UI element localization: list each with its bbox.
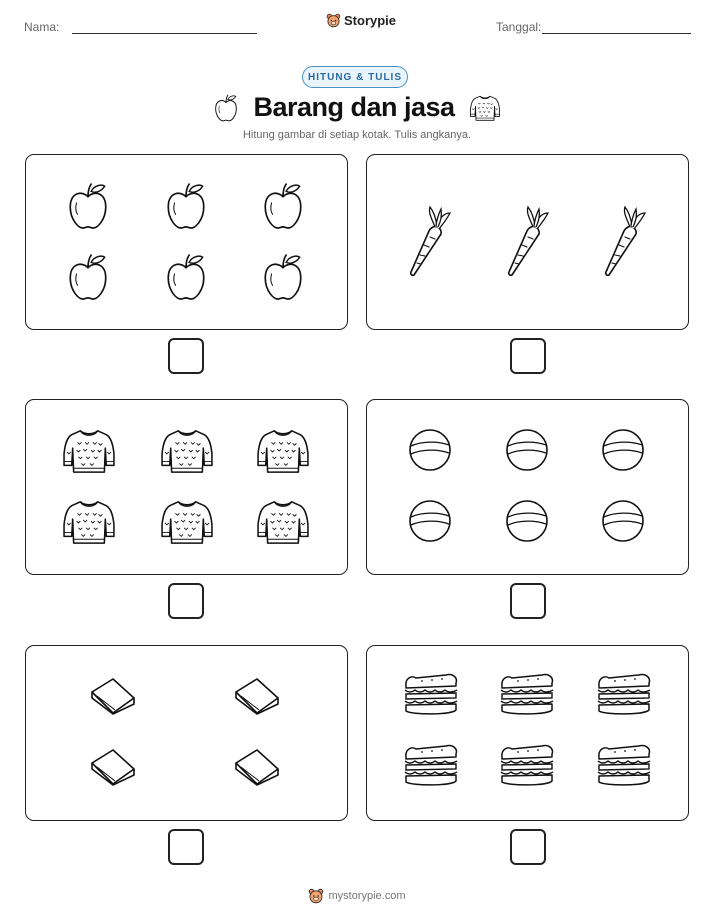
book-icon <box>89 747 137 787</box>
name-label: Nama: <box>24 20 60 34</box>
date-label: Tanggal: <box>496 20 542 34</box>
bear-logo-icon <box>308 888 324 904</box>
brand-name: Storypie <box>344 13 397 28</box>
footer <box>0 888 714 904</box>
answer-box-sandwiches[interactable] <box>510 829 546 865</box>
ball-icon <box>601 499 645 543</box>
carrot-icon <box>406 205 452 277</box>
ball-icon <box>408 428 452 472</box>
book-icon <box>233 676 281 716</box>
sandwich-icon <box>595 743 653 789</box>
sweater-icon <box>61 427 117 475</box>
counting-panel-apples <box>25 154 348 330</box>
sweater-icon <box>255 498 311 546</box>
sweater-icon <box>61 498 117 546</box>
sweater-icon <box>255 427 311 475</box>
sandwich-icon <box>402 743 460 789</box>
carrot-icon <box>504 205 550 277</box>
sandwich-icon <box>595 672 653 718</box>
name-field-line[interactable] <box>72 33 257 34</box>
apple-icon <box>164 182 208 230</box>
apple-icon <box>261 182 305 230</box>
page-title: Barang dan jasa <box>253 92 455 122</box>
worksheet-type-badge: HITUNG & TULIS <box>302 66 408 88</box>
ball-icon <box>505 499 549 543</box>
title-row <box>0 92 714 123</box>
sweater-icon <box>469 94 501 122</box>
apple-icon <box>66 253 110 301</box>
date-field-line[interactable] <box>542 33 691 34</box>
sweater-icon <box>159 498 215 546</box>
footer-url[interactable]: mystorypie.com <box>328 890 406 902</box>
sandwich-icon <box>498 672 556 718</box>
sandwich-icon <box>498 743 556 789</box>
apple-icon <box>66 182 110 230</box>
answer-box-carrots[interactable] <box>510 338 546 374</box>
instructions: Hitung gambar di setiap kotak. Tulis angkanya. <box>242 129 472 141</box>
sandwich-icon <box>402 672 460 718</box>
answer-box-sweaters[interactable] <box>168 583 204 619</box>
brand-logo <box>326 13 396 28</box>
answer-box-balls[interactable] <box>510 583 546 619</box>
apple-icon <box>261 253 305 301</box>
apple-icon <box>164 253 208 301</box>
sweater-icon <box>159 427 215 475</box>
counting-panel-balls <box>366 399 689 575</box>
book-icon <box>89 676 137 716</box>
ball-icon <box>601 428 645 472</box>
ball-icon <box>408 499 452 543</box>
book-icon <box>233 747 281 787</box>
counting-panel-books <box>25 645 348 821</box>
bear-logo-icon <box>326 13 341 28</box>
carrot-icon <box>601 205 647 277</box>
counting-panel-sweaters <box>25 399 348 575</box>
apple-icon <box>213 94 239 122</box>
ball-icon <box>505 428 549 472</box>
answer-box-books[interactable] <box>168 829 204 865</box>
answer-box-apples[interactable] <box>168 338 204 374</box>
